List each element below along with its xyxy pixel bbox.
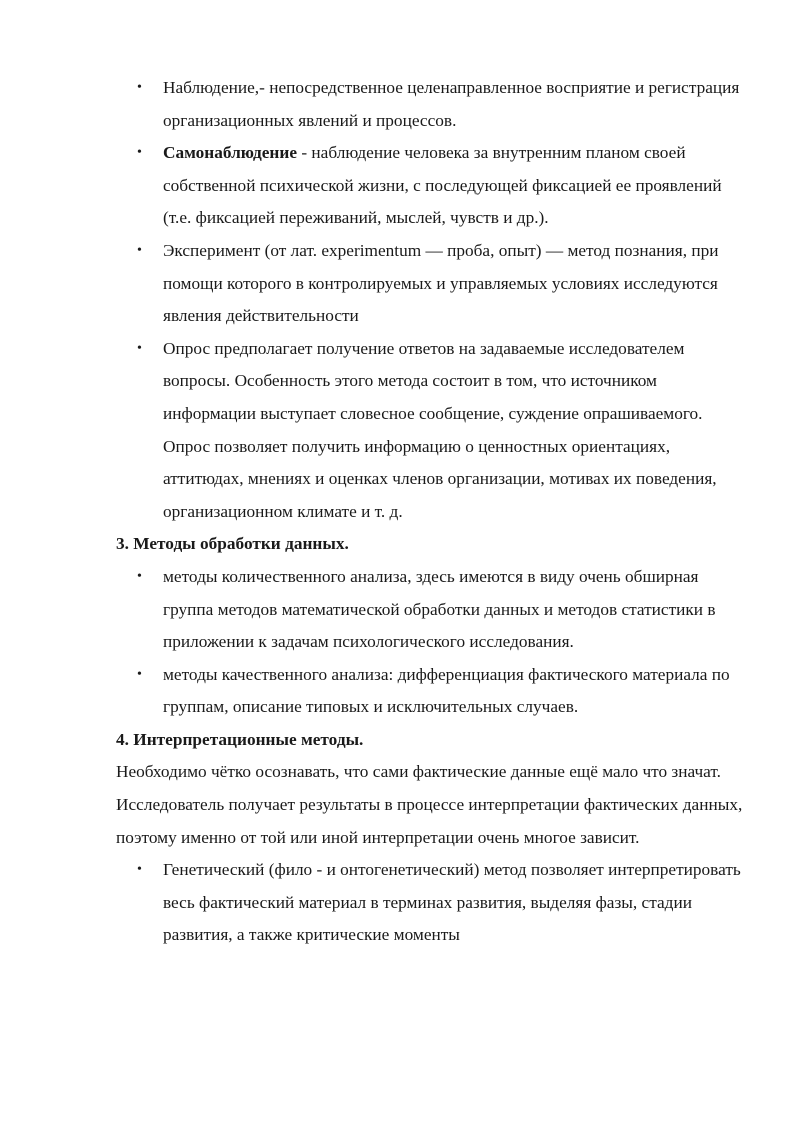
list-item	[137, 72, 746, 137]
list-item-text: Опрос предполагает получение ответов на задаваемые исследователем вопросы. Особенность этого метода состоит в том, что источником информации выступает словесное сообщение, суждение опрашиваемого. Опрос позволяет получить информацию о ценностных ориентациях, аттитюдах, мнениях и оценках членов организации, мотивах их поведения, организационном климате и т. д.	[163, 338, 717, 521]
list-item-text: Генетический (фило - и онтогенетический) метод позволяет интерпретировать весь фактический материал в терминах развития, выделяя фазы, стадии развития, а также критические моменты	[163, 860, 741, 945]
data-processing-list	[116, 561, 746, 724]
bullet-icon: •	[137, 80, 142, 95]
section-4-paragraph: Необходимо чётко осознавать, что сами фактические данные ещё мало что значат. Исследователь получает результаты в процессе интерпретации фактических данных, поэтому именно от той или иной интерпретации очень многое зависит.	[116, 762, 743, 847]
bullet-icon: •	[137, 340, 142, 356]
list-item	[137, 333, 746, 529]
list-item	[137, 137, 746, 235]
bullet-icon: •	[137, 242, 142, 258]
bullet-icon: •	[137, 666, 142, 682]
section-3-heading: 3. Методы обработки данных.	[116, 534, 349, 554]
section-4-heading: 4. Интерпретационные методы.	[116, 729, 364, 749]
list-item-text: Наблюдение,- непосредственное целенаправленное восприятие и регистрация организационных явлений и процессов.	[163, 78, 740, 130]
list-item	[137, 235, 746, 333]
list-item-text: методы количественного анализа, здесь имеются в виду очень обширная группа методов математической обработки данных и методов статистики в приложении к задачам психологического исследования.	[163, 566, 716, 652]
list-item	[137, 854, 746, 952]
bullet-icon: •	[137, 145, 142, 161]
list-item	[137, 659, 746, 724]
list-item	[137, 561, 746, 659]
document-body	[116, 72, 746, 952]
bullet-icon: •	[137, 862, 142, 878]
interpretation-list	[116, 854, 746, 952]
list-item-text: - наблюдение человека за внутренним планом своей собственной психической жизни, с последующей фиксацией ее проявлений (т.е. фиксацией переживаний, мыслей, чувств и др.).	[163, 143, 722, 228]
list-item-term: Самонаблюдение	[163, 143, 298, 163]
methods-list	[116, 72, 746, 528]
list-item-text: Эксперимент (от лат. experimentum — проба, опыт) — метод познания, при помощи которого в контролируемых и управляемых условиях исследуются явления действительности	[163, 240, 719, 326]
bullet-icon: •	[137, 568, 142, 584]
list-item-text: методы качественного анализа: дифференциация фактического материала по группам, описание типовых и исключительных случаев.	[163, 664, 730, 717]
